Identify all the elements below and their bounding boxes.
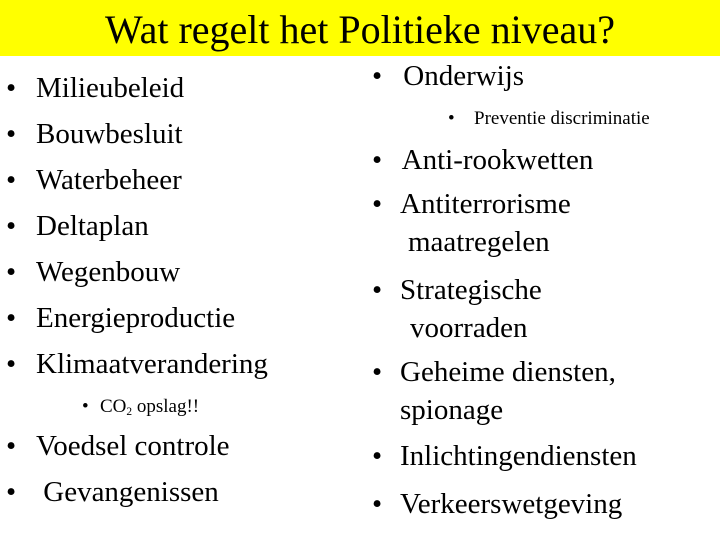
sub-list-item-text: $CO_2$ opslag!! [100, 396, 200, 418]
list-item-text: Klimaatverandering [36, 348, 268, 380]
list-item-text: Bouwbesluit [36, 118, 183, 150]
bullet-icon: • [448, 108, 455, 129]
bullet-icon: • [6, 476, 17, 508]
list-item-text: Antiterrorisme [400, 188, 571, 220]
list-item-text: Voedsel controle [36, 430, 230, 462]
bullet-icon: • [6, 72, 17, 104]
slide-title: Wat regelt het Politieke niveau? [105, 7, 615, 52]
list-item-text: Deltaplan [36, 210, 149, 242]
list-item-text: Inlichtingendiensten [400, 440, 637, 472]
bullet-icon: • [372, 144, 383, 176]
list-item-text: Onderwijs [396, 60, 525, 92]
list-item-text: Anti-rookwetten [396, 144, 594, 176]
list-item-text: Waterbeheer [36, 164, 182, 196]
list-item-text: Geheime diensten, [400, 356, 616, 388]
sub-list-item-text: Preventie discriminatie [474, 108, 650, 129]
list-item-text: Wegenbouw [36, 256, 181, 288]
bullet-icon: • [6, 302, 17, 334]
list-item-text: voorraden [410, 312, 528, 344]
bullet-icon: • [372, 356, 383, 388]
bullet-icon: • [372, 440, 383, 472]
list-item-text: Strategische [400, 274, 542, 306]
bullet-icon: • [6, 256, 17, 288]
list-item-text: Gevangenissen [36, 476, 219, 508]
bullet-icon: • [82, 396, 89, 417]
list-item-text: Milieubeleid [36, 72, 185, 104]
bullet-icon: • [372, 188, 383, 220]
subscript: 2 [126, 406, 133, 418]
bullet-icon: • [6, 164, 17, 196]
bullet-icon: • [372, 274, 383, 306]
bullet-icon: • [372, 60, 383, 92]
bullet-icon: • [6, 348, 17, 380]
list-item-text: spionage [400, 394, 504, 426]
bullet-icon: • [6, 210, 17, 242]
list-item-text: Energieproductie [36, 302, 236, 334]
list-item-text: maatregelen [408, 226, 550, 258]
bullet-icon: • [6, 118, 17, 150]
bullet-icon: • [372, 488, 383, 520]
list-item-text: Verkeerswetgeving [400, 488, 623, 520]
bullet-icon: • [6, 430, 17, 462]
